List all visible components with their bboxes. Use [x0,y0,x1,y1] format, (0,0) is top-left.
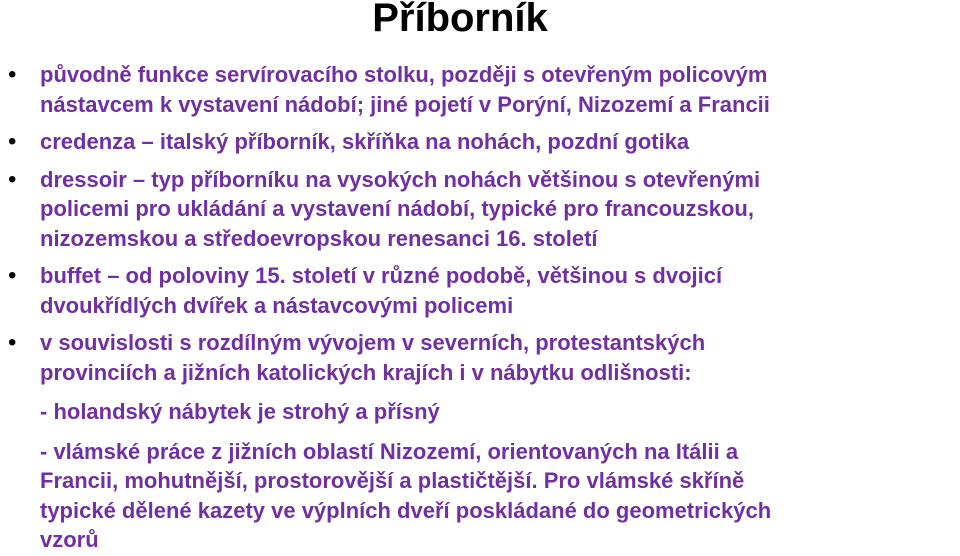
text-line: Francii, mohutnější, prostorovější a plastičtější. Pro vlámské skříně [40,468,745,493]
text-line: buffet – od poloviny 15. století v různé podobě, většinou s dvojicí [40,263,723,288]
text-line: nástavcem k vystavení nádobí; jiné pojetí v Porýní, Nizozemí a Francii [40,91,770,117]
text-line: policemi pro ukládání a vystavení nádobí, typické pro francouzskou, [40,196,754,221]
text-line: credenza – italský příborník, skříňka na nohách, pozdní gotika [40,129,690,154]
text-line: v souvislosti s rozdílným vývojem v severních, protestantských [40,330,706,355]
text-line: původně funkce servírovacího stolku, později s otevřeným policovým [40,62,768,87]
text-line: nizozemskou a středoevropskou renesanci 16. století [40,225,598,251]
bullet-marker: • [8,329,17,356]
bullet-marker: • [8,128,17,155]
bullet-marker: • [8,262,17,289]
text-line: provinciích a jižních katolických krajích i v nábytku odlišnosti: [40,359,692,385]
text-line: - vlámské práce z jižních oblastí Nizozemí, orientovaných na Itálii a [40,438,739,464]
bullet-marker: • [8,165,17,193]
slide-title: Příborník [372,0,548,40]
bullet-item-2 [0,127,960,157]
bullet-marker: • [8,61,17,88]
text-line: vzorů [40,527,99,552]
slide-content [0,60,960,555]
plain-item-2 [0,437,960,555]
plain-item-1 [0,397,960,427]
text-line: typické dělené kazety ve výplních dveří poskládané do geometrických [40,497,772,523]
bullet-item-5 [0,328,960,387]
text-line: dvoukřídlých dvířek a nástavcovými policemi [40,292,514,318]
bullet-item-4 [0,261,960,320]
bullet-item-1 [0,60,960,119]
bullet-item-3 [0,165,960,254]
text-line: dressoir – typ příborníku na vysokých nohách většinou s otevřenými [40,166,761,192]
text-line: - holandský nábytek je strohý a přísný [40,399,440,424]
